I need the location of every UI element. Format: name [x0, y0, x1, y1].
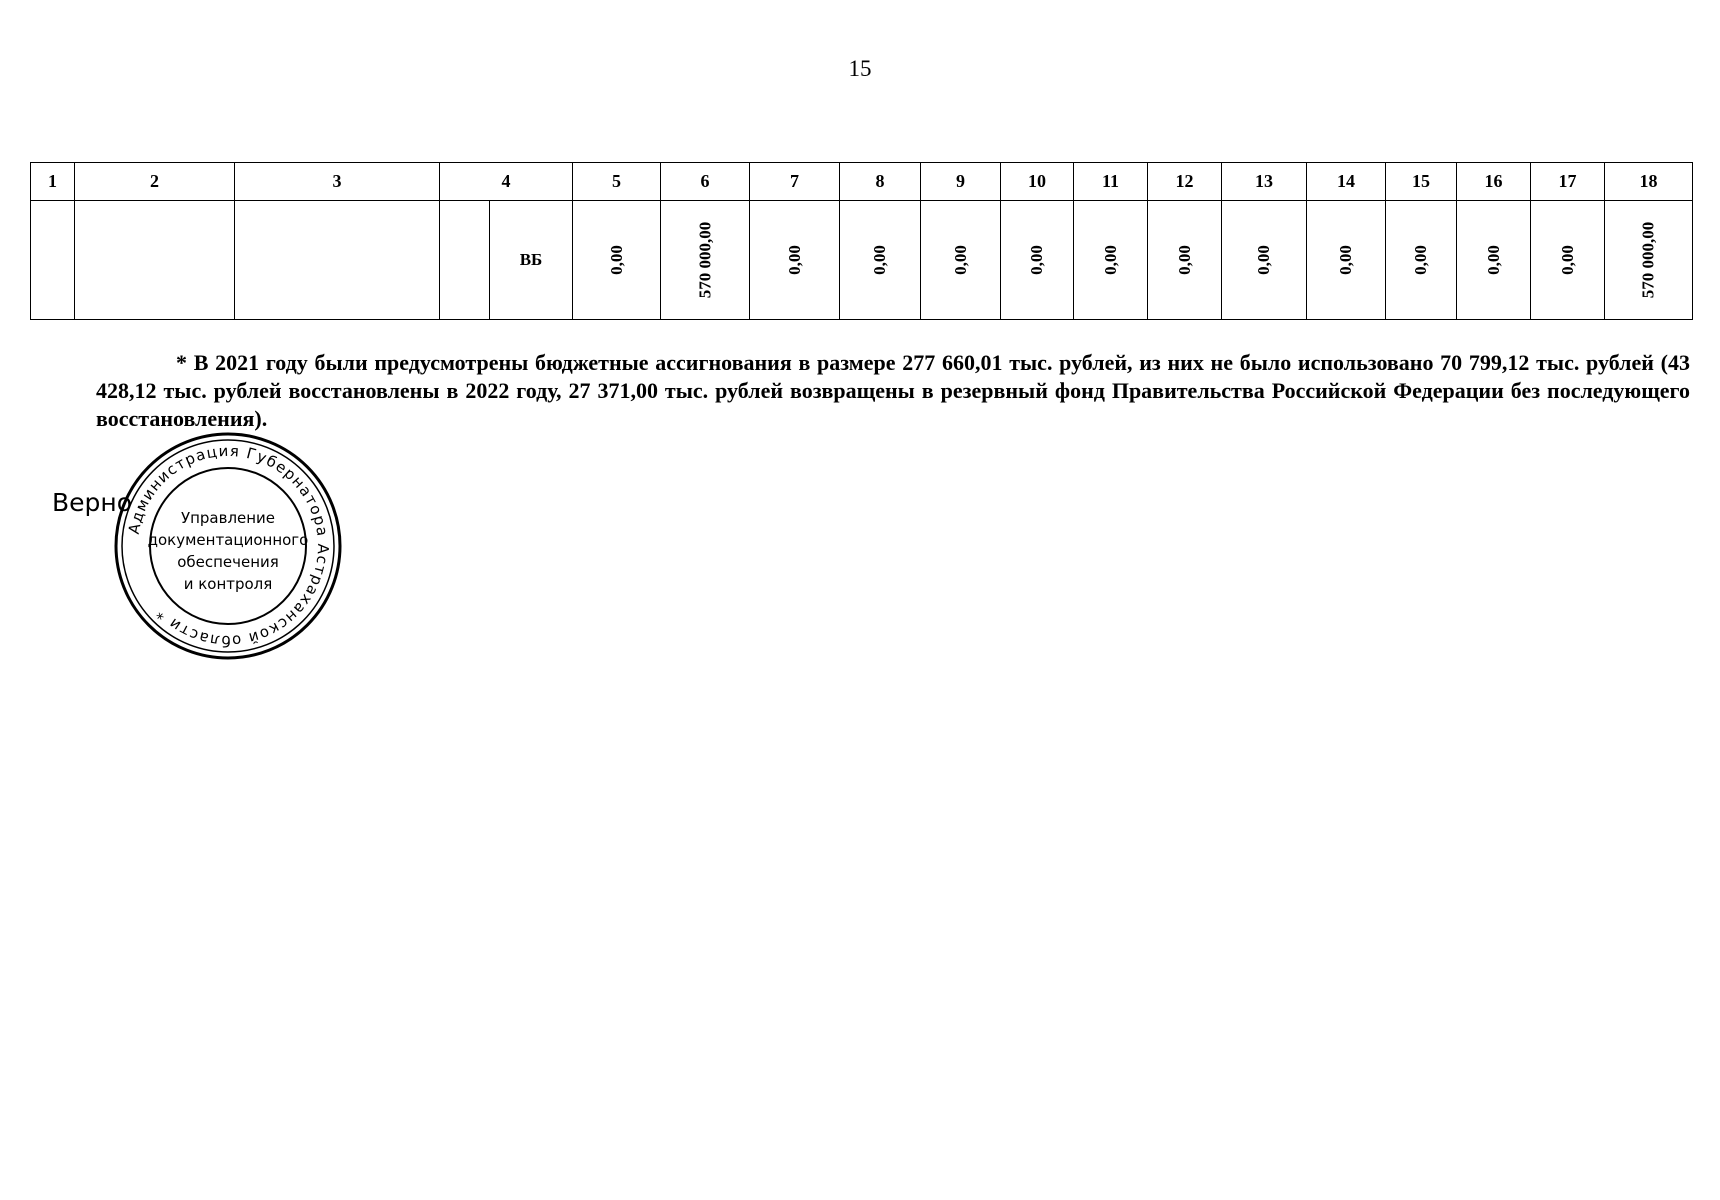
- budget-code-cell: ВБ: [490, 201, 573, 320]
- table-row: [31, 201, 1693, 320]
- certification-label: Верно: [52, 488, 133, 517]
- table-cell: [1605, 201, 1693, 320]
- cell-value: 0,00: [870, 245, 889, 275]
- budget-table: [30, 162, 1693, 320]
- table-cell: [1457, 201, 1531, 320]
- column-header: 9: [921, 163, 1001, 201]
- seal-graphic: [112, 430, 344, 662]
- table-cell: [1001, 201, 1074, 320]
- column-header: 5: [573, 163, 661, 201]
- column-header: 14: [1307, 163, 1386, 201]
- column-header: 12: [1148, 163, 1222, 201]
- table-cell: [31, 201, 75, 320]
- column-header: 17: [1531, 163, 1605, 201]
- column-header: 6: [661, 163, 750, 201]
- cell-value: 570 000,00: [695, 221, 714, 299]
- seal-center-line: документационного: [147, 531, 309, 549]
- footnote: * В 2021 году были предусмотрены бюджетные ассигнования в размере 277 660,01 тыс. рублей, из них не было использовано 70 799,12 тыс. рублей (43 428,12 тыс. рублей восстановлены в 2022 году, 27 371,00 тыс. рублей возвращены в резервный фонд Правительства Российской Федерации без последующего восстановления).: [96, 350, 1690, 431]
- cell-value: 0,00: [1336, 245, 1355, 275]
- column-header: 2: [75, 163, 235, 201]
- table-cell: [1074, 201, 1148, 320]
- cell-value: 0,00: [1027, 245, 1046, 275]
- column-header: 10: [1001, 163, 1074, 201]
- cell-value: 0,00: [606, 245, 626, 275]
- table-cell: [1307, 201, 1386, 320]
- cell-value: 0,00: [1483, 245, 1503, 275]
- column-header: 4: [440, 163, 573, 201]
- cell-value: 0,00: [950, 245, 970, 275]
- column-header: 15: [1386, 163, 1457, 201]
- table-cell: [921, 201, 1001, 320]
- column-header: 16: [1457, 163, 1531, 201]
- cell-value: 0,00: [1254, 245, 1273, 275]
- table-cell: [1531, 201, 1605, 320]
- column-header: 7: [750, 163, 840, 201]
- table-cell: [1386, 201, 1457, 320]
- table-cell: [840, 201, 921, 320]
- column-header: 18: [1605, 163, 1693, 201]
- seal-center-line: и контроля: [183, 575, 273, 593]
- table-cell: [750, 201, 840, 320]
- table-cell: [661, 201, 750, 320]
- table-cell: [75, 201, 235, 320]
- table-header-row: [31, 163, 1693, 201]
- cell-value: 0,00: [1174, 245, 1194, 275]
- column-header: 11: [1074, 163, 1148, 201]
- column-header: 13: [1222, 163, 1307, 201]
- cell-value: 0,00: [1557, 245, 1577, 275]
- seal-center-line: обеспечения: [177, 553, 279, 571]
- table-cell: [1148, 201, 1222, 320]
- column-header: 8: [840, 163, 921, 201]
- cell-value: 0,00: [784, 245, 804, 275]
- cell-value: 0,00: [1100, 245, 1120, 275]
- table-cell: [440, 201, 490, 320]
- cell-value: 570 000,00: [1638, 221, 1658, 299]
- table-cell: [235, 201, 440, 320]
- cell-value: 0,00: [1411, 245, 1430, 275]
- table-cell: [1222, 201, 1307, 320]
- seal-center-line: Управление: [180, 509, 276, 527]
- column-header: 1: [31, 163, 75, 201]
- column-header: 3: [235, 163, 440, 201]
- official-seal: [112, 430, 344, 662]
- page-number: 15: [848, 56, 872, 81]
- seal-ring-text: Администрация Губернатора Астраханской области *: [124, 441, 333, 651]
- table-cell: [573, 201, 661, 320]
